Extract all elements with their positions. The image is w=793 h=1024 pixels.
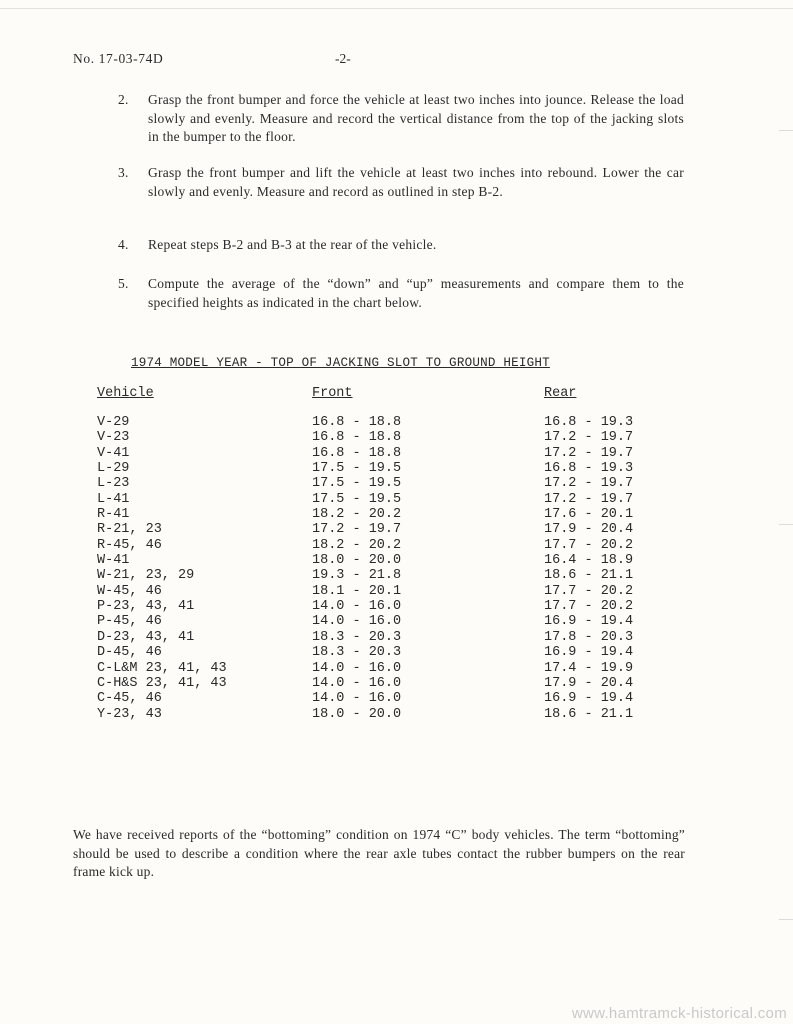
margin-mark — [779, 524, 793, 525]
front-cell: 16.8 - 18.8 — [312, 445, 402, 461]
vehicle-cell: L-29 — [97, 461, 130, 477]
vehicle-cell: D-23, 43, 41 — [97, 629, 195, 645]
rear-cell: 16.8 - 19.3 — [544, 461, 634, 477]
vehicle-cell: R-21, 23 — [97, 522, 162, 538]
table-row — [0, 476, 793, 491]
vehicle-cell: V-41 — [97, 445, 130, 461]
step-text: Grasp the front bumper and force the vehicle at least two inches into jounce. Release the load slowly and evenly. Measure and record the vertical distance from the top of the jacking slots in the bumper to the floor. — [148, 92, 684, 144]
front-cell: 14.0 - 16.0 — [312, 691, 402, 707]
front-cell: 18.2 - 20.2 — [312, 537, 402, 553]
vehicle-cell: V-29 — [97, 415, 130, 430]
rear-cell: 17.9 - 20.4 — [544, 675, 634, 691]
rear-cell: 17.7 - 20.2 — [544, 537, 634, 553]
front-cell: 17.5 - 19.5 — [312, 461, 402, 477]
rear-cell: 16.9 - 19.4 — [544, 614, 634, 630]
table-row — [0, 430, 793, 445]
vehicle-cell: L-41 — [97, 491, 130, 507]
margin-mark — [779, 130, 793, 131]
rear-cell: 17.8 - 20.3 — [544, 629, 634, 645]
front-cell: 14.0 - 16.0 — [312, 614, 402, 630]
table-row — [0, 538, 793, 553]
table-row — [0, 461, 793, 476]
rear-cell: 17.2 - 19.7 — [544, 476, 634, 492]
rear-cell: 17.7 - 20.2 — [544, 583, 634, 599]
front-cell: 18.2 - 20.2 — [312, 507, 402, 523]
header-vehicle: Vehicle — [97, 386, 154, 401]
front-cell: 17.5 - 19.5 — [312, 476, 402, 492]
step-text: Compute the average of the “down” and “up” measurements and compare them to the specified heights as indicated in the chart below. — [148, 276, 684, 310]
vehicle-cell: P-23, 43, 41 — [97, 599, 195, 615]
table-row — [0, 661, 793, 676]
document-number: No. 17-03-74D — [73, 51, 164, 66]
table-row — [0, 568, 793, 583]
vehicle-cell: W-41 — [97, 553, 130, 569]
rear-cell: 17.7 - 20.2 — [544, 599, 634, 615]
front-cell: 17.5 - 19.5 — [312, 491, 402, 507]
table-row — [0, 645, 793, 660]
vehicle-cell: P-45, 46 — [97, 614, 162, 630]
front-cell: 16.8 - 18.8 — [312, 415, 402, 430]
rear-cell: 17.4 - 19.9 — [544, 660, 634, 676]
front-cell: 19.3 - 21.8 — [312, 568, 402, 584]
rear-cell: 16.4 - 18.9 — [544, 553, 634, 569]
vehicle-cell: R-45, 46 — [97, 537, 162, 553]
table-row — [0, 446, 793, 461]
table-row — [0, 630, 793, 645]
table-row — [0, 707, 793, 722]
vehicle-cell: C-H&S 23, 41, 43 — [97, 675, 227, 691]
rear-cell: 18.6 - 21.1 — [544, 706, 634, 722]
front-cell: 17.2 - 19.7 — [312, 522, 402, 538]
front-cell: 14.0 - 16.0 — [312, 599, 402, 615]
rear-cell: 17.2 - 19.7 — [544, 445, 634, 461]
rear-cell: 16.9 - 19.4 — [544, 645, 634, 661]
front-cell: 16.8 - 18.8 — [312, 430, 402, 446]
table-row — [0, 676, 793, 691]
table-title: 1974 MODEL YEAR - TOP OF JACKING SLOT TO GROUND HEIGHT — [131, 356, 550, 370]
page-top-edge — [0, 8, 793, 9]
rear-cell: 16.9 - 19.4 — [544, 691, 634, 707]
vehicle-cell: W-21, 23, 29 — [97, 568, 195, 584]
margin-mark — [779, 919, 793, 920]
front-cell: 18.3 - 20.3 — [312, 645, 402, 661]
vehicle-cell: W-45, 46 — [97, 583, 162, 599]
table-row — [0, 415, 793, 430]
step-number: 3. — [118, 165, 129, 180]
table-row — [0, 492, 793, 507]
table-row — [0, 691, 793, 706]
front-cell: 18.0 - 20.0 — [312, 706, 402, 722]
front-cell: 18.0 - 20.0 — [312, 553, 402, 569]
vehicle-cell: L-23 — [97, 476, 130, 492]
bottoming-paragraph: We have received reports of the “bottoming” condition on 1974 “C” body vehicles. The term “bottoming” should be used to describe a condition where the rear axle tubes contact the rubber bumpers on the rear frame kick up. — [73, 827, 685, 879]
front-cell: 18.3 - 20.3 — [312, 629, 402, 645]
table-row — [0, 584, 793, 599]
step-number: 5. — [118, 276, 129, 291]
rear-cell: 17.9 - 20.4 — [544, 522, 634, 538]
rear-cell: 16.8 - 19.3 — [544, 415, 634, 430]
table-row — [0, 599, 793, 614]
vehicle-cell: R-41 — [97, 507, 130, 523]
step-text: Grasp the front bumper and lift the vehicle at least two inches into rebound. Lower the car slowly and evenly. Measure and record as outlined in step B-2. — [148, 165, 684, 199]
page-number: -2- — [335, 51, 351, 66]
table-row — [0, 522, 793, 537]
height-table — [0, 415, 793, 722]
front-cell: 14.0 - 16.0 — [312, 675, 402, 691]
vehicle-cell: C-L&M 23, 41, 43 — [97, 660, 227, 676]
table-row — [0, 507, 793, 522]
step-text: Repeat steps B-2 and B-3 at the rear of the vehicle. — [148, 237, 437, 252]
vehicle-cell: C-45, 46 — [97, 691, 162, 707]
rear-cell: 17.2 - 19.7 — [544, 491, 634, 507]
front-cell: 18.1 - 20.1 — [312, 583, 402, 599]
header-front: Front — [312, 386, 353, 401]
vehicle-cell: V-23 — [97, 430, 130, 446]
table-row — [0, 553, 793, 568]
vehicle-cell: D-45, 46 — [97, 645, 162, 661]
vehicle-cell: Y-23, 43 — [97, 706, 162, 722]
step-number: 2. — [118, 92, 129, 107]
header-rear: Rear — [544, 386, 577, 401]
site-watermark: www.hamtramck-historical.com — [571, 1005, 787, 1022]
table-row — [0, 614, 793, 629]
rear-cell: 17.2 - 19.7 — [544, 430, 634, 446]
front-cell: 14.0 - 16.0 — [312, 660, 402, 676]
step-number: 4. — [118, 237, 129, 252]
rear-cell: 18.6 - 21.1 — [544, 568, 634, 584]
rear-cell: 17.6 - 20.1 — [544, 507, 634, 523]
